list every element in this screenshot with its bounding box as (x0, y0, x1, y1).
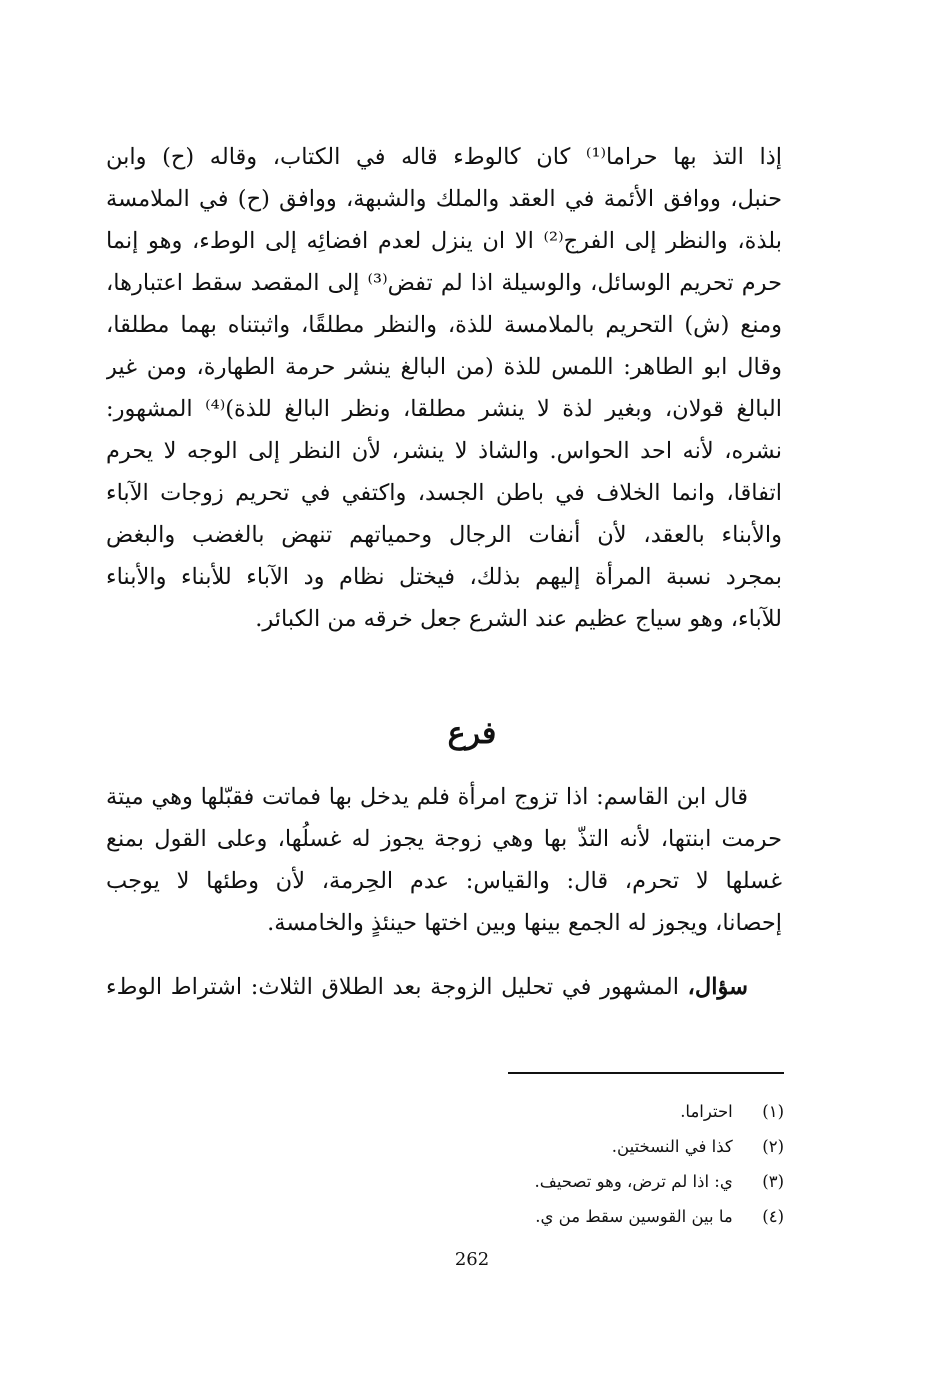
text-line: إحصانا، ويجوز له الجمع بينها وبين اختها حينئذٍ والخامسة. (267, 910, 782, 936)
section-title: فرع (447, 716, 497, 751)
text-line: للآباء، وهو سياج عظيم عند الشرع جعل خرقه من الكبائر. (255, 606, 782, 632)
text-line: اتفاقا، وانما الخلاف في باطن الجسد، واكتفي في تحريم زوجات الآباء (106, 480, 782, 506)
footnotes-list (284, 1094, 784, 1234)
question-text: المشهور في تحليل الزوجة بعد الطلاق الثلاث: اشتراط الوطء (106, 974, 688, 1000)
footnote-text: ي: اذا لم ترض، وهو تصحيف. (534, 1172, 733, 1191)
body-paragraph-1 (106, 136, 782, 640)
page-number: 262 (454, 1249, 490, 1270)
footnote-text: احتراما. (680, 1102, 733, 1121)
question-lead: سؤال، (687, 974, 748, 1000)
footnote (284, 1094, 784, 1129)
footnote (284, 1199, 784, 1234)
text-line: غسلها لا تحرم، قال: والقياس: عدم الحِرمة، لأن وطئها لا يوجب (106, 868, 782, 894)
question-line (106, 966, 782, 1008)
text-line: وقال ابو الطاهر: اللمس للذة (من البالغ ينشر حرمة الطهارة، ومن غير (106, 354, 782, 380)
footnote-divider (508, 1072, 784, 1074)
text-line: قال ابن القاسم: اذا تزوج امرأة فلم يدخل بها فماتت فقبّلها وهي ميتة (106, 784, 748, 810)
text-line: حرم تحريم الوسائل، والوسيلة اذا لم تفض⁽³⁾ إلى المقصد سقط اعتبارها، (106, 270, 782, 296)
text-line: البالغ قولان، وبغير لذة لا ينشر مطلقا، ونظر البالغ للذة)⁽⁴⁾ المشهور: (106, 396, 782, 422)
footnote-text: كذا في النسختين. (611, 1137, 733, 1156)
text-line: ومنع (ش) التحريم بالملامسة للذة، والنظر مطلقًا، واثبتناه بهما مطلقا، (106, 312, 782, 338)
footnote-number: (٣) (762, 1172, 784, 1191)
text-line: نشره، لأنه احد الحواس. والشاذ لا ينشر، لأن النظر إلى الوجه لا يحرم (106, 438, 782, 464)
text-line: حرمت ابنتها، لأنه التذّ بها وهي زوجة يجوز له غسلُها، وعلى القول بمنع (106, 826, 782, 852)
text-line: حنبل، ووافق الأئمة في العقد والملك والشبهة، ووافق (ح) في الملامسة (106, 186, 782, 212)
footnote-number: (٤) (762, 1207, 784, 1226)
footnote-text: ما بين القوسين سقط من ي. (535, 1207, 733, 1226)
footnote (284, 1164, 784, 1199)
footnote-number: (١) (762, 1102, 784, 1121)
text-line: والأبناء بالعقد، لأن أنفات الرجال وحمياتهم تنهض بالغضب والبغض (106, 522, 782, 548)
footnote-number: (٢) (762, 1137, 784, 1156)
text-line: إذا التذ بها حراما⁽¹⁾ كان كالوطء قاله في الكتاب، وقاله (ح) وابن (106, 144, 782, 170)
text-line: بلذة، والنظر إلى الفرج⁽²⁾ الا ان ينزل لعدم افضائِه إلى الوطء، وهو إنما (106, 228, 782, 254)
footnote (284, 1129, 784, 1164)
text-line: بمجرد نسبة المرأة إليهم بذلك، فيختل نظام ود الآباء للأبناء والأبناء (106, 564, 782, 590)
body-paragraph-2 (106, 776, 782, 944)
